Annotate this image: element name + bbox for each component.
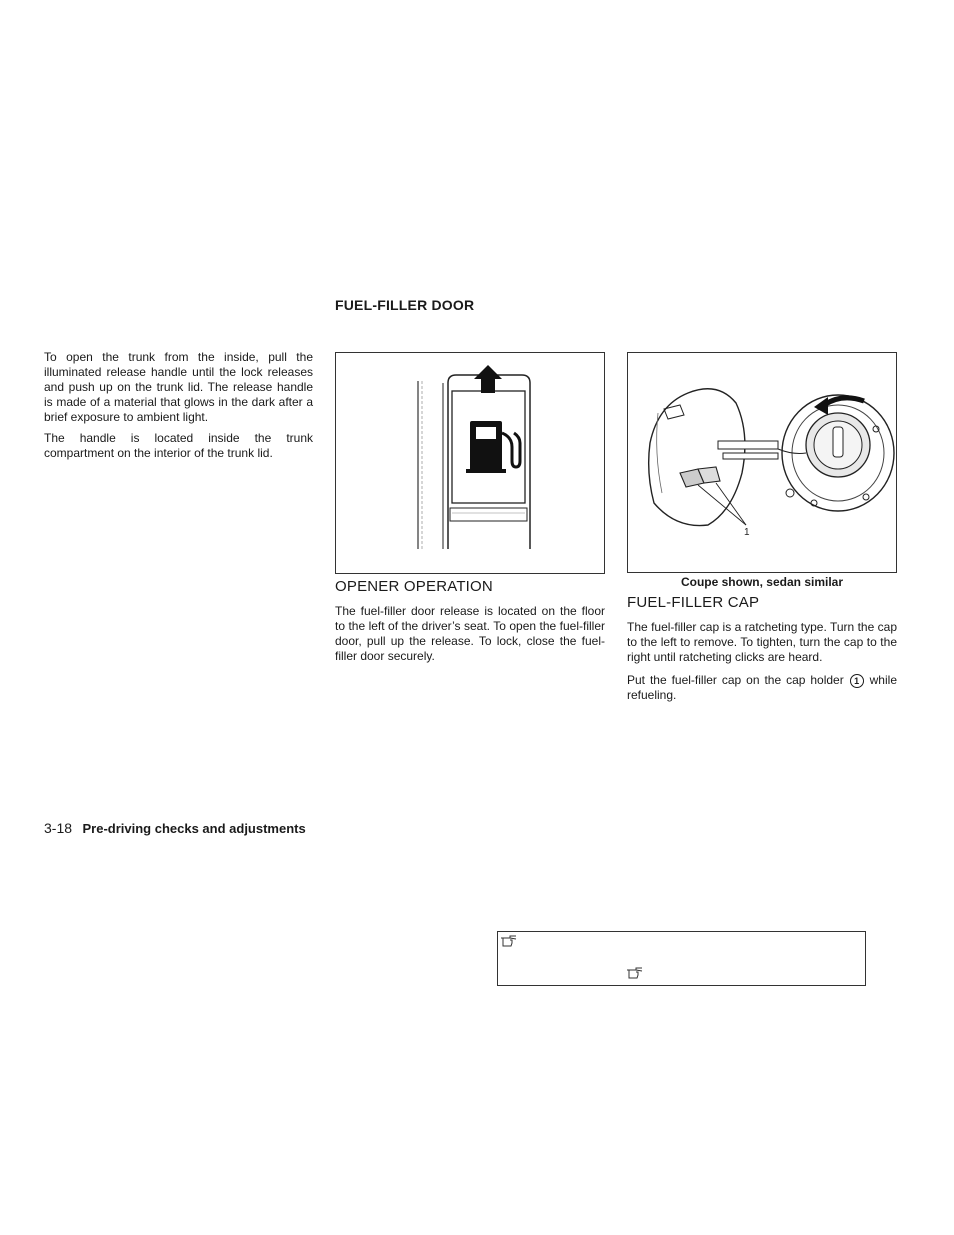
page-footer (44, 820, 306, 838)
fuel-cap-paragraph-2 (627, 673, 897, 703)
trunk-paragraph-1: To open the trunk from the inside, pull the illuminated release handle until the lock releases and push up on the trunk lid. The release handle is made of a material that glows in the dark after a brief exposure to ambient light. (44, 350, 313, 424)
chapter-title: Pre-driving checks and adjustments (82, 821, 306, 836)
callout-label-1: 1 (744, 527, 750, 538)
opener-operation-paragraph: The fuel-filler door release is located on the floor to the left of the driver’s seat. To open the fuel-filler door, pull up the release. To lock, close the fuel-filler door securely. (335, 604, 605, 663)
release-handle-figure (335, 352, 605, 574)
figure-caption: Coupe shown, sedan similar (680, 575, 844, 589)
fuel-filler-cap-text (627, 620, 897, 703)
fuel-cap-paragraph-1: The fuel-filler cap is a ratcheting type. Turn the cap to the left to remove. To tighten, turn the cap to the right until ratcheting clicks are heard. (627, 620, 897, 664)
reference-box (497, 931, 866, 986)
fuel-pump-icon (336, 353, 604, 573)
fuel-cap-paragraph-2-start: Put the fuel-filler cap on the cap holder (627, 673, 844, 687)
trunk-paragraph-2: The handle is located inside the trunk compartment on the interior of the trunk lid. (44, 431, 313, 460)
callout-marker-1: 1 (850, 674, 864, 688)
fuel-cap-paragraph-2-end: while refueling. (627, 673, 897, 702)
section-title: FUEL-FILLER DOOR (335, 297, 475, 313)
page-number: 3-18 (44, 820, 73, 836)
left-column (44, 350, 313, 461)
pointing-hand-icon (500, 935, 518, 947)
pointing-hand-icon (626, 967, 644, 979)
opener-operation-heading: OPENER OPERATION (335, 578, 493, 595)
fuel-filler-cap-heading: FUEL-FILLER CAP (627, 594, 760, 611)
fuel-cap-figure (627, 352, 897, 573)
